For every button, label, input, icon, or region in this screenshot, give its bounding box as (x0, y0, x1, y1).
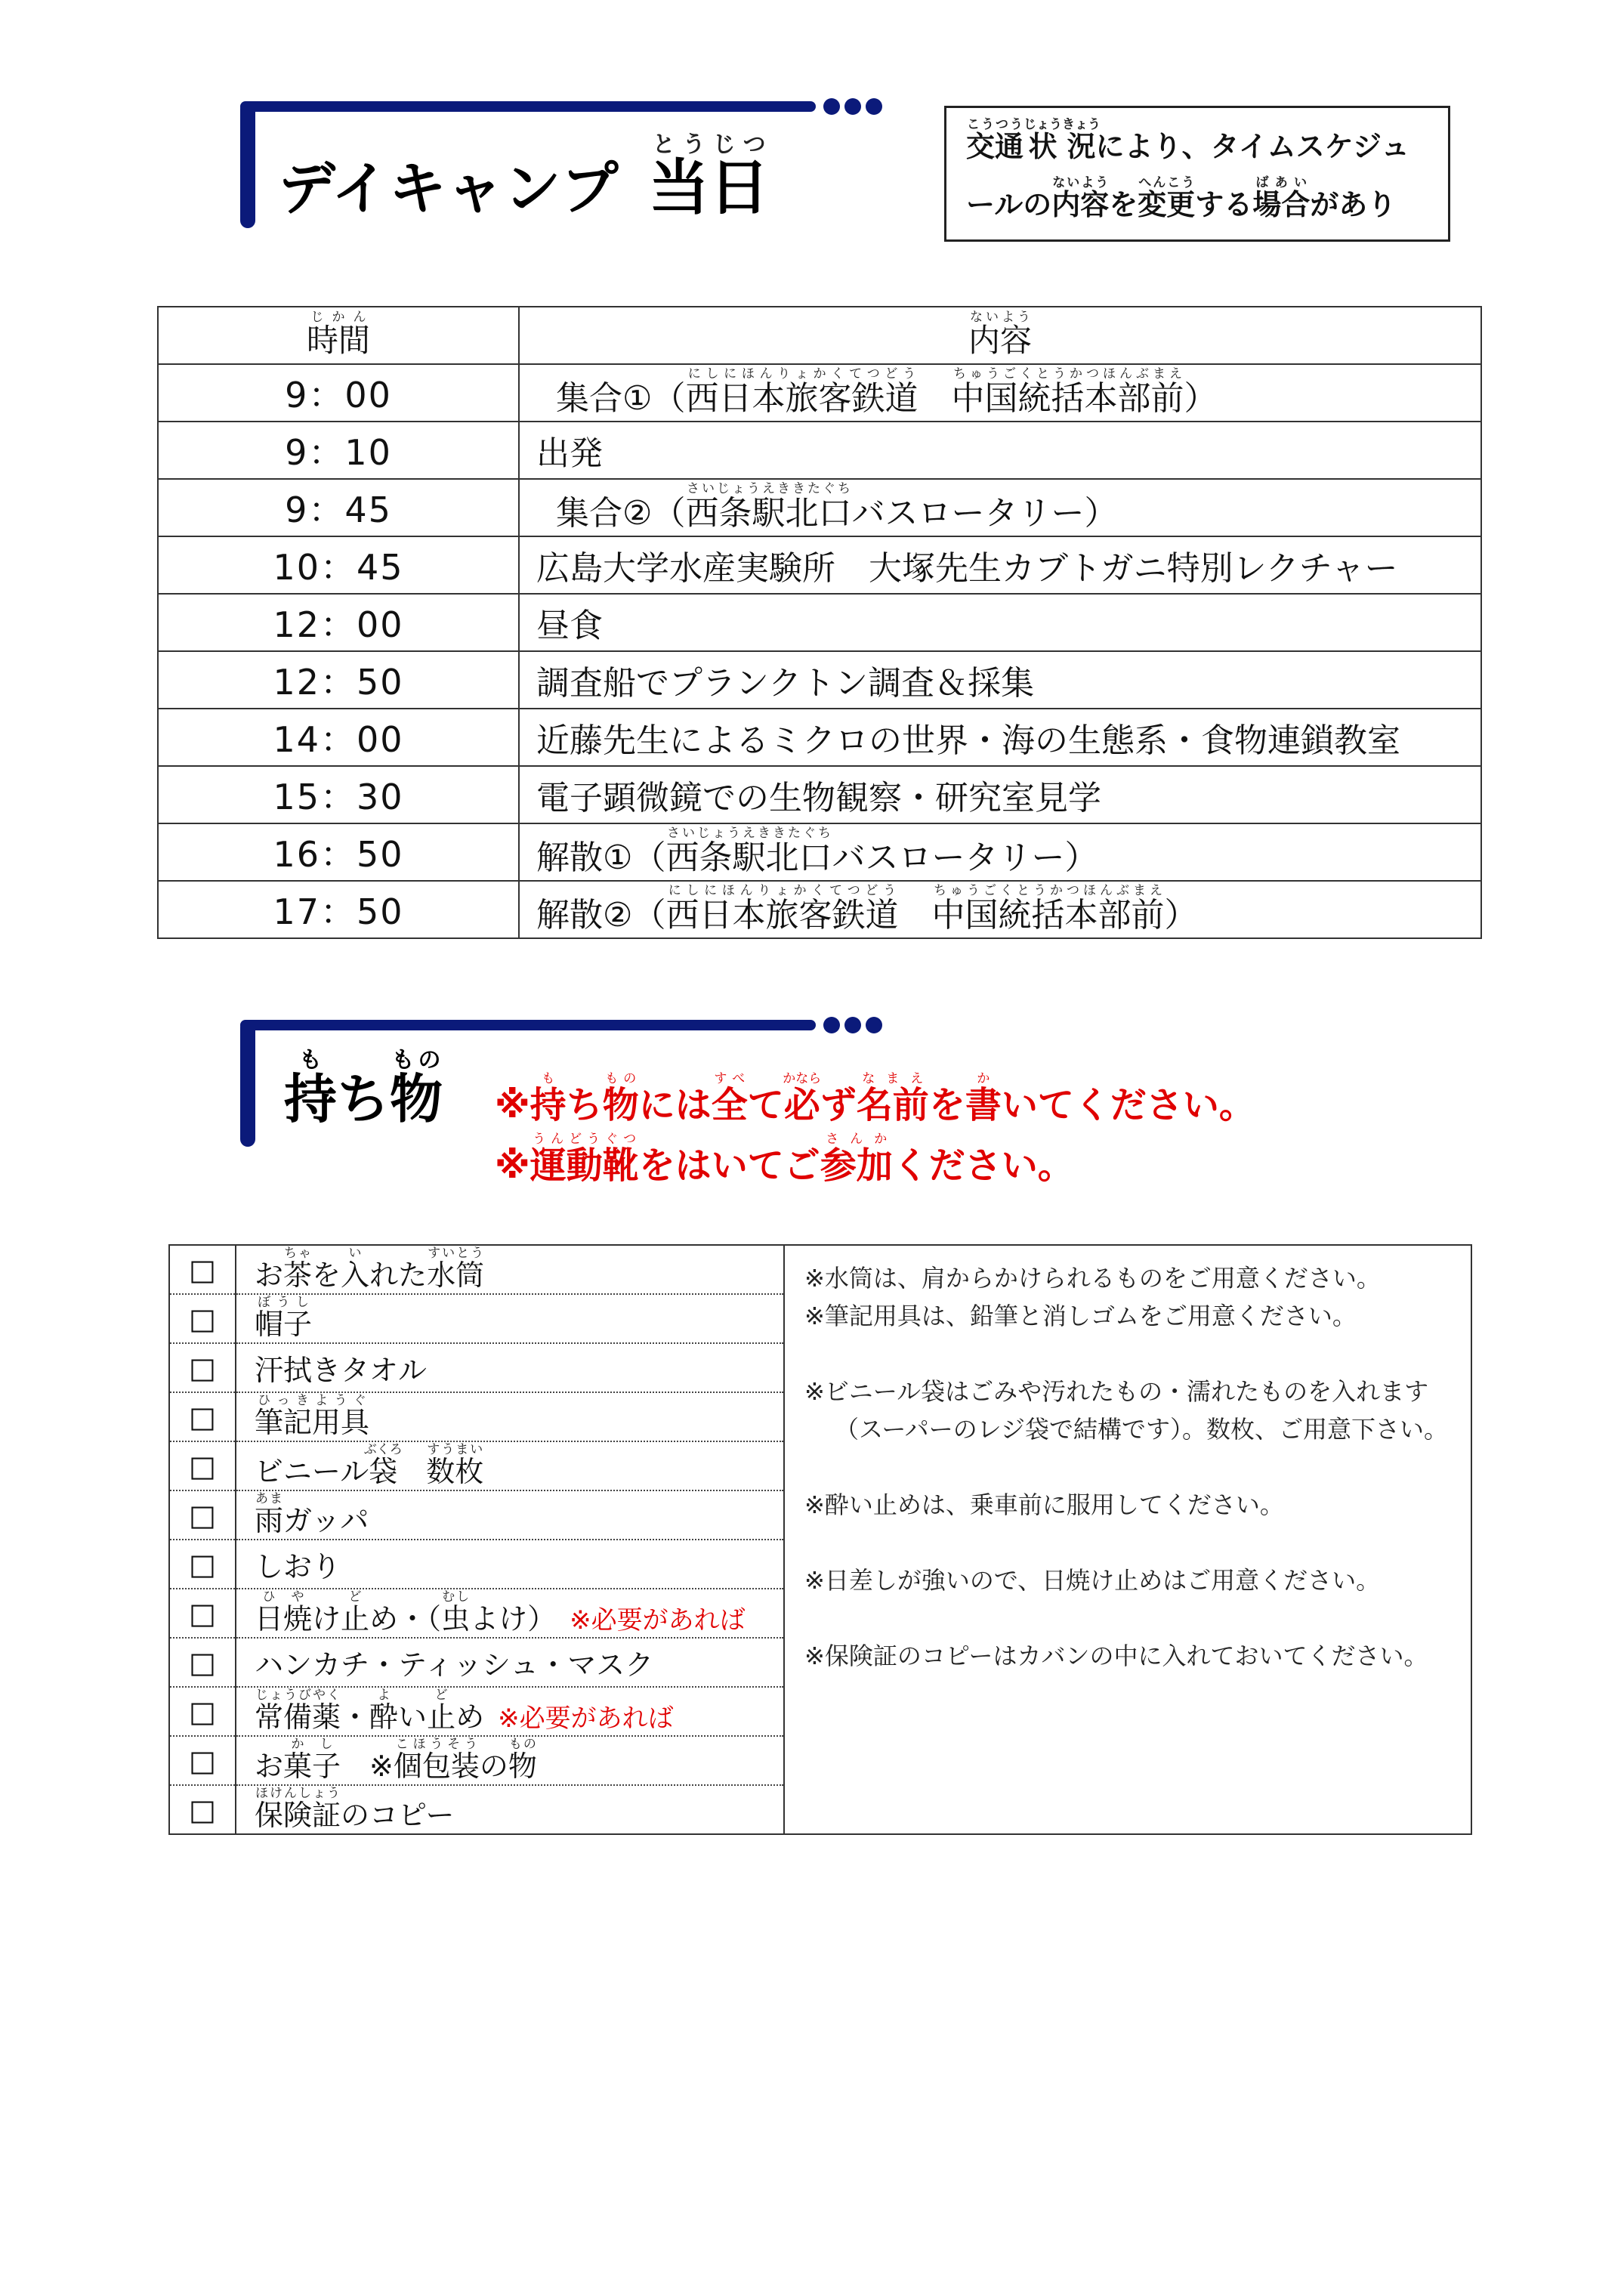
remark-line: ※水筒は、肩からかけられるものをご用意ください。 (804, 1264, 1381, 1293)
item-text: け (312, 1602, 341, 1636)
notice-line-1 (966, 117, 1431, 175)
page-title-kanji-ruby: とうじつ (648, 131, 770, 158)
notice-text: により、タイムスケジュ (1095, 130, 1410, 163)
checkbox[interactable]: □ (169, 1441, 236, 1490)
schedule-row (158, 823, 1481, 881)
schedule-row (158, 364, 1481, 422)
schedule-furigana: ちゅうごくとうかつほんぶまえ (931, 883, 1165, 898)
note-text: ち (566, 1084, 603, 1126)
remark-spacer (804, 1448, 1471, 1486)
schedule-furigana: さいじょうえききたぐち (665, 826, 832, 841)
belongings-title-furigana: も (284, 1047, 337, 1073)
item-ruby-word: 袋ぶくろ (363, 1442, 403, 1488)
notice-furigana: こうつう (966, 117, 1024, 132)
schedule-row (158, 422, 1481, 479)
notice-ruby-word: 変更へんこう (1138, 175, 1196, 221)
schedule-text: 調査船でプランクトン調査＆採集 (536, 664, 1035, 703)
checkbox[interactable]: □ (169, 1785, 236, 1834)
header-dot (823, 1017, 840, 1033)
item-text: ハンカチ・ティッシュ・マスク (255, 1648, 654, 1682)
notice-ruby-word: 状じょう (1023, 117, 1063, 163)
header-content-ruby: ないよう (968, 310, 1032, 325)
note-text: をはいてご (638, 1144, 820, 1187)
item-furigana: すうまい (426, 1442, 484, 1457)
belongings-row (169, 1245, 1471, 1294)
notice-furigana: ないよう (1051, 175, 1110, 190)
schedule-content (519, 422, 1481, 479)
item-text: ガッパ (283, 1504, 369, 1537)
schedule-ruby-word: 中国統括本部前ちゅうごくとうかつほんぶまえ (931, 883, 1165, 934)
belongings-table (168, 1244, 1472, 1835)
checkbox[interactable]: □ (169, 1343, 236, 1392)
header-dot (866, 98, 882, 115)
item-furigana: もの (508, 1737, 537, 1752)
item-text: お (255, 1259, 284, 1292)
item-furigana: ひっきようぐ (255, 1393, 369, 1408)
note-furigana: かなら (783, 1071, 822, 1086)
checkbox[interactable]: □ (169, 1392, 236, 1441)
item-furigana: ちゃ (283, 1246, 313, 1261)
notice-furigana: ばあい (1252, 175, 1311, 190)
note-furigana: うんどうぐつ (529, 1132, 639, 1147)
item-ruby-word: 保険証ほけんしょう (255, 1786, 341, 1832)
belongings-item (236, 1736, 784, 1785)
item-ruby-word: 帽子ぼうし (255, 1295, 313, 1341)
notice-ruby-word: 況きょう (1062, 117, 1101, 163)
note-ruby-word: 書か (965, 1071, 1002, 1126)
note-furigana: さんか (820, 1132, 893, 1147)
schedule-row (158, 594, 1481, 651)
item-furigana: ぼうし (255, 1295, 312, 1310)
belongings-item (236, 1245, 784, 1294)
header-bracket-top (240, 1020, 816, 1030)
note-text: ※ (495, 1144, 530, 1187)
page-title (278, 131, 770, 223)
checkbox[interactable]: □ (169, 1589, 236, 1638)
note-ruby-word: 持も (529, 1071, 567, 1126)
item-ruby-word: 酔よ (369, 1688, 399, 1734)
note-text: ず (820, 1084, 857, 1126)
belongings-item (236, 1785, 784, 1834)
schedule-time: 9：45 (158, 479, 519, 536)
item-furigana: じょうびやく (255, 1688, 341, 1703)
schedule-time: 10：45 (158, 536, 519, 594)
belongings-item (236, 1343, 784, 1392)
note-furigana: なまえ (856, 1071, 929, 1086)
notice-text: する (1195, 188, 1253, 221)
note-ruby-word: 物もの (602, 1071, 639, 1126)
page-title-kanji: 当日 (648, 153, 770, 223)
schedule-change-notice (944, 106, 1450, 242)
belongings-notes (495, 1071, 1255, 1192)
item-ruby-word: 日焼ひや (255, 1589, 313, 1636)
item-ruby-word: 止ど (341, 1589, 370, 1636)
notice-line-2 (966, 175, 1431, 233)
item-furigana: あま (255, 1491, 284, 1506)
belongings-remarks (784, 1245, 1471, 1834)
schedule-ruby-word: 中国統括本部前ちゅうごくとうかつほんぶまえ (951, 366, 1184, 418)
remark-spacer (804, 1335, 1471, 1373)
note-furigana: すべ (711, 1071, 748, 1086)
schedule-text: ） (1184, 379, 1218, 418)
schedule-furigana: にしにほんりょかくてつどう (665, 883, 899, 898)
item-text: 汗拭きタオル (255, 1354, 428, 1387)
item-ruby-word: 数枚すうまい (426, 1442, 484, 1488)
schedule-time: 14：00 (158, 709, 519, 766)
item-furigana: ど (341, 1589, 370, 1605)
item-red-note: ※必要があれば (498, 1703, 674, 1734)
schedule-furigana: にしにほんりょかくてつどう (685, 366, 919, 381)
item-ruby-word: 個包装こほうそう (393, 1737, 480, 1783)
belongings-rows (169, 1245, 1471, 1834)
item-text: お (255, 1750, 284, 1783)
remark-line: ※日差しが強いので、日焼け止めはご用意ください。 (804, 1566, 1381, 1595)
note-text: を (928, 1084, 965, 1126)
item-furigana: かし (283, 1737, 341, 1752)
schedule-time: 15：30 (158, 766, 519, 823)
schedule-text: 集合②（ (556, 494, 686, 533)
item-text (397, 1455, 426, 1488)
remark-line: ※酔い止めは、乗車前に服用してください。 (804, 1490, 1284, 1519)
item-furigana: むし (441, 1589, 471, 1605)
schedule-header-row (158, 307, 1481, 364)
schedule-time: 17：50 (158, 881, 519, 938)
note-furigana: もの (602, 1071, 639, 1086)
checkbox[interactable]: □ (169, 1540, 236, 1589)
item-furigana: こほうそう (393, 1737, 480, 1752)
note-ruby-word: 全すべ (711, 1071, 748, 1126)
item-ruby-word: 物もの (508, 1737, 537, 1783)
notice-ruby-word: 場合ばあい (1252, 175, 1311, 221)
schedule-text: 電子顕微鏡での生物観察・研究室見学 (536, 779, 1101, 817)
schedule-row (158, 479, 1481, 536)
schedule-content (519, 651, 1481, 709)
belongings-item (236, 1392, 784, 1441)
item-text: い (398, 1700, 428, 1734)
item-ruby-word: 入い (341, 1246, 370, 1292)
item-ruby-word: 虫むし (441, 1589, 471, 1636)
schedule-text (918, 379, 951, 418)
header-bracket-top (240, 101, 816, 112)
header-dot (866, 1017, 882, 1033)
schedule-text: 昼食 (536, 607, 603, 645)
header-bracket-left (240, 101, 255, 228)
item-text: よけ） (470, 1602, 557, 1636)
header-dot (844, 1017, 861, 1033)
notice-text: ールの (966, 188, 1052, 221)
notice-text: を (1109, 188, 1138, 221)
item-text: れた (369, 1259, 428, 1292)
remark-line: ※ビニール袋はごみや汚れたもの・濡れたものを入れます (804, 1377, 1429, 1406)
notice-furigana: へんこう (1138, 175, 1196, 190)
item-ruby-word: 菓子かし (283, 1737, 341, 1783)
item-furigana: ぶくろ (363, 1442, 403, 1457)
remark-spacer (804, 1599, 1471, 1637)
checkbox[interactable]: □ (169, 1490, 236, 1540)
schedule-text: 集合①（ (556, 379, 686, 418)
schedule-row (158, 766, 1481, 823)
item-ruby-word: 水筒すいとう (427, 1246, 485, 1292)
checkbox[interactable]: □ (169, 1638, 236, 1687)
item-red-note: ※必要があれば (570, 1605, 746, 1636)
item-text: のコピー (341, 1799, 455, 1832)
notice-ruby-word: 交通こうつう (966, 117, 1024, 163)
checkbox[interactable]: □ (169, 1736, 236, 1785)
remark-spacer (804, 1524, 1471, 1561)
note-furigana: も (529, 1071, 567, 1086)
schedule-header-content (519, 307, 1481, 364)
schedule-content (519, 709, 1481, 766)
belongings-item (236, 1441, 784, 1490)
note-ruby-word: 必かなら (783, 1071, 822, 1126)
schedule-content (519, 881, 1481, 938)
schedule-text: 解散①（ (536, 839, 666, 877)
notice-ruby-word: 内容ないよう (1051, 175, 1110, 221)
schedule-row (158, 651, 1481, 709)
schedule-content (519, 536, 1481, 594)
note-furigana: か (965, 1071, 1002, 1086)
notice-furigana: きょう (1062, 117, 1101, 132)
schedule-text: ） (1164, 896, 1198, 934)
schedule-ruby-word: 西条駅北口さいじょうえききたぐち (685, 481, 852, 533)
note-text: には (638, 1084, 712, 1126)
schedule-row (158, 536, 1481, 594)
item-furigana: よ (369, 1688, 399, 1703)
item-furigana: ひや (255, 1589, 313, 1605)
notice-text: があり (1310, 188, 1397, 221)
belongings-item (236, 1638, 784, 1687)
item-furigana: ほけんしょう (255, 1786, 341, 1801)
schedule-row (158, 709, 1481, 766)
schedule-time: 9：00 (158, 364, 519, 422)
note-text: ください。 (892, 1144, 1074, 1187)
header-time-ruby: じかん (306, 310, 370, 325)
remark-line: （スーパーのレジ袋で結構です）。数枚、ご用意下さい。 (835, 1415, 1449, 1444)
belongings-title-ruby-word: 持も (284, 1047, 337, 1130)
schedule-time: 16：50 (158, 823, 519, 881)
belongings-title-ruby-word: 物もの (390, 1047, 443, 1130)
note-ruby-word: 参加さんか (820, 1132, 893, 1187)
schedule-table (157, 306, 1482, 939)
schedule-furigana: さいじょうえききたぐち (685, 481, 852, 496)
item-text: ※ (341, 1750, 394, 1783)
notice-furigana: じょう (1023, 117, 1063, 132)
item-ruby-word: 常備薬じょうびやく (255, 1688, 341, 1734)
note-text: て (747, 1084, 784, 1126)
belongings-item (236, 1687, 784, 1736)
note-text: いてください。 (1001, 1084, 1255, 1126)
item-ruby-word: 筆記用具ひっきようぐ (255, 1393, 370, 1439)
item-furigana: い (341, 1246, 370, 1261)
schedule-text: 広島大学水産実験所 大塚先生カブトガニ特別レクチャー (536, 549, 1398, 588)
schedule-row (158, 881, 1481, 938)
remark-line: ※保険証のコピーはカバンの中に入れておいてください。 (804, 1642, 1428, 1670)
remark-line: ※筆記用具は、鉛筆と消しゴムをご用意ください。 (804, 1302, 1357, 1330)
checkbox[interactable]: □ (169, 1245, 236, 1294)
schedule-header-time (158, 307, 519, 364)
schedule-content (519, 594, 1481, 651)
checkbox[interactable]: □ (169, 1687, 236, 1736)
header-bracket-left (240, 1020, 255, 1147)
item-text: ビニール (255, 1455, 369, 1488)
schedule-time: 12：00 (158, 594, 519, 651)
schedule-text: バスロータリー） (832, 839, 1098, 877)
page-title-prefix: デイキャンプ (278, 155, 619, 222)
header-content-label: 内容 (968, 322, 1032, 359)
day-camp-section-header (240, 101, 890, 230)
schedule-furigana: ちゅうごくとうかつほんぶまえ (951, 366, 1184, 381)
schedule-ruby-word: 西日本旅客鉄道にしにほんりょかくてつどう (685, 366, 919, 418)
note-text: ※ (495, 1084, 530, 1126)
belongings-title-furigana: もの (390, 1047, 443, 1073)
schedule-text (898, 896, 931, 934)
belongings-title-text: ち (337, 1068, 390, 1130)
belongings-title (284, 1047, 443, 1130)
schedule-text: 解散②（ (536, 896, 666, 934)
header-time-label: 時間 (306, 322, 370, 359)
belongings-note-1 (495, 1071, 1255, 1132)
schedule-rows (158, 364, 1481, 938)
item-ruby-word: 止ど (427, 1688, 456, 1734)
schedule-content (519, 364, 1481, 422)
item-text: め・（ (369, 1602, 442, 1636)
schedule-ruby-word: 西条駅北口さいじょうえききたぐち (665, 826, 832, 877)
schedule-text: 近藤先生によるミクロの世界・海の生態系・食物連鎖教室 (536, 721, 1400, 760)
item-furigana: ど (427, 1688, 456, 1703)
schedule-content (519, 479, 1481, 536)
checkbox[interactable]: □ (169, 1294, 236, 1343)
schedule-text: 出発 (536, 434, 603, 473)
belongings-note-2 (495, 1132, 1255, 1192)
schedule-time: 12：50 (158, 651, 519, 709)
item-text: め (455, 1700, 485, 1734)
schedule-content (519, 766, 1481, 823)
header-dot (823, 98, 840, 115)
item-text: ・ (341, 1700, 370, 1734)
item-text: を (312, 1259, 341, 1292)
note-ruby-word: 運動靴うんどうぐつ (529, 1132, 639, 1187)
schedule-text: バスロータリー） (851, 494, 1118, 533)
schedule-ruby-word: 西日本旅客鉄道にしにほんりょかくてつどう (665, 883, 899, 934)
item-ruby-word: 茶ちゃ (283, 1246, 313, 1292)
note-ruby-word: 名前なまえ (856, 1071, 929, 1126)
schedule-time: 9：10 (158, 422, 519, 479)
belongings-item (236, 1294, 784, 1343)
belongings-item (236, 1490, 784, 1540)
belongings-item (236, 1540, 784, 1589)
item-ruby-word: 雨あま (255, 1491, 284, 1537)
item-furigana: すいとう (427, 1246, 485, 1261)
header-dot (844, 98, 861, 115)
item-text: の (479, 1750, 508, 1783)
belongings-item (236, 1589, 784, 1638)
schedule-content (519, 823, 1481, 881)
item-text: しおり (255, 1550, 341, 1583)
